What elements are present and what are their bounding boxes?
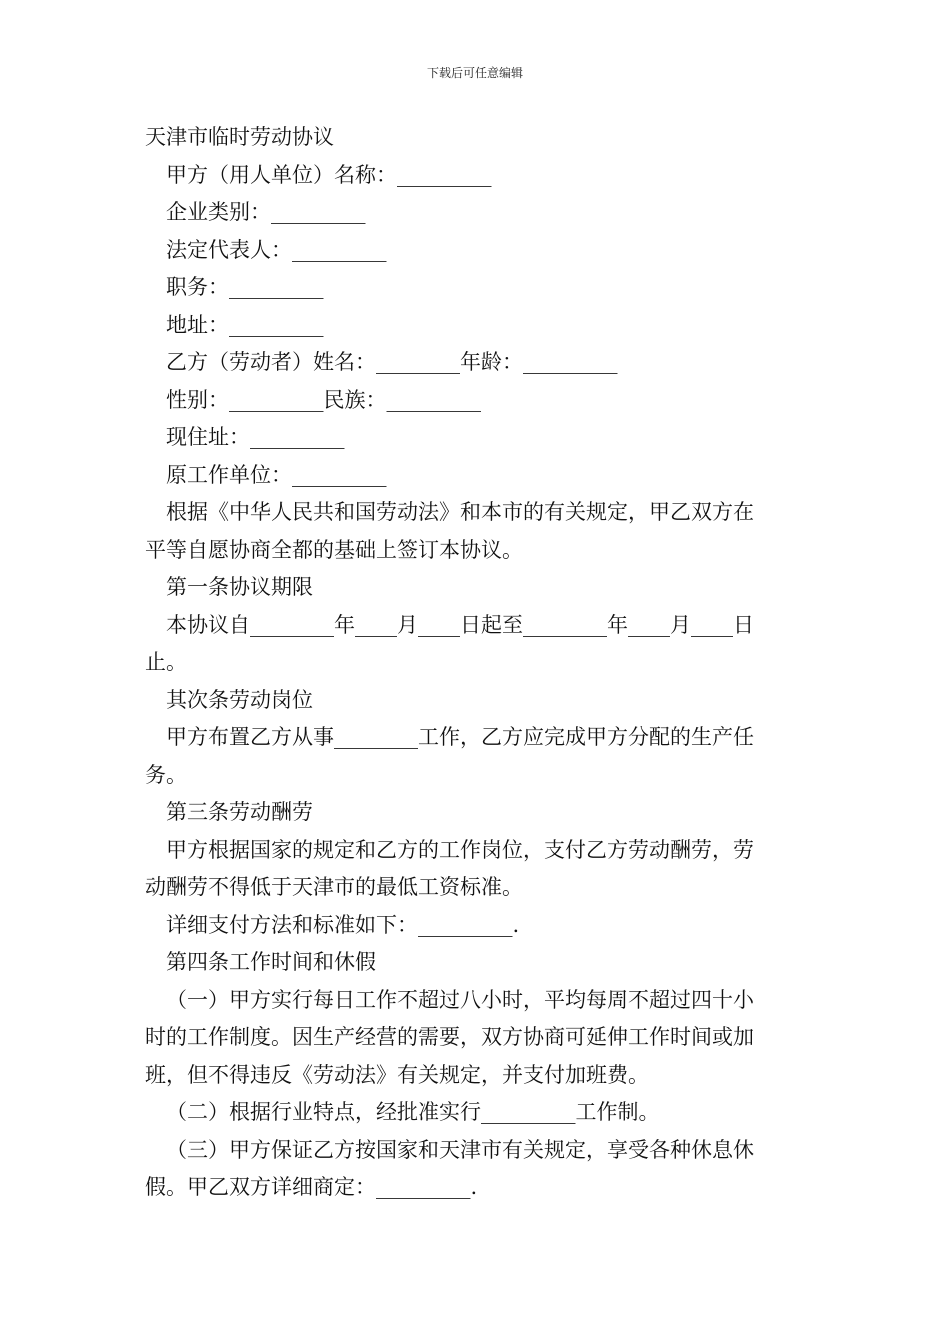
field-legal-representative: 法定代表人：_________ xyxy=(166,237,387,262)
article-1-line-2: 止。 xyxy=(145,650,187,674)
field-employee-name-age: 乙方（劳动者）姓名：________年龄：_________ xyxy=(166,350,618,374)
article-3-line-3: 详细支付方法和标准如下：_________. xyxy=(166,912,520,937)
field-position: 职务：_________ xyxy=(166,275,324,299)
document-body xyxy=(145,119,810,1207)
article-1-heading: 第一条协议期限 xyxy=(166,575,313,599)
article-4-heading: 第四条工作时间和休假 xyxy=(166,950,376,974)
article-4-item-3-line-2: 假。甲乙双方详细商定：_________. xyxy=(145,1175,478,1199)
article-4-item-3-line-1: （三）甲方保证乙方按国家和天津市有关规定，享受各种休息休 xyxy=(166,1137,754,1162)
preamble-line-2: 平等自愿协商全都的基础上签订本协议。 xyxy=(145,537,523,562)
article-3-line-2: 动酬劳不得低于天津市的最低工资标准。 xyxy=(145,875,523,899)
article-2-line-2: 务。 xyxy=(145,762,187,787)
article-1-line-1: 本协议自________年____月____日起至________年____月____日 xyxy=(166,612,754,637)
field-address: 地址：_________ xyxy=(166,312,324,337)
field-current-address: 现住址：_________ xyxy=(166,425,345,449)
field-former-employer: 原工作单位：_________ xyxy=(166,462,387,487)
article-4-item-1-line-1: （一）甲方实行每日工作不超过八小时，平均每周不超过四十小 xyxy=(166,987,754,1012)
header-note: 下载后可任意编辑 xyxy=(426,66,523,80)
article-2-heading: 其次条劳动岗位 xyxy=(166,687,313,712)
preamble-line-1: 根据《中华人民共和国劳动法》和本市的有关规定，甲乙双方在 xyxy=(166,500,754,524)
field-gender-ethnicity: 性别：_________民族：_________ xyxy=(166,387,481,412)
field-enterprise-type: 企业类别：_________ xyxy=(166,200,366,224)
article-4-item-2: （二）根据行业特点，经批准实行_________工作制。 xyxy=(166,1100,660,1124)
article-4-item-1-line-3: 班，但不得违反《劳动法》有关规定，并支付加班费。 xyxy=(145,1062,649,1087)
article-3-heading: 第三条劳动酬劳 xyxy=(166,800,313,824)
article-3-line-1: 甲方根据国家的规定和乙方的工作岗位，支付乙方劳动酬劳，劳 xyxy=(166,837,754,862)
article-2-line-1: 甲方布置乙方从事________工作，乙方应完成甲方分配的生产任 xyxy=(166,725,754,749)
document-title: 天津市临时劳动协议 xyxy=(145,125,334,149)
article-4-item-1-line-2: 时的工作制度。因生产经营的需要，双方协商可延伸工作时间或加 xyxy=(145,1025,754,1049)
field-employer-name: 甲方（用人单位）名称：_________ xyxy=(166,162,492,187)
